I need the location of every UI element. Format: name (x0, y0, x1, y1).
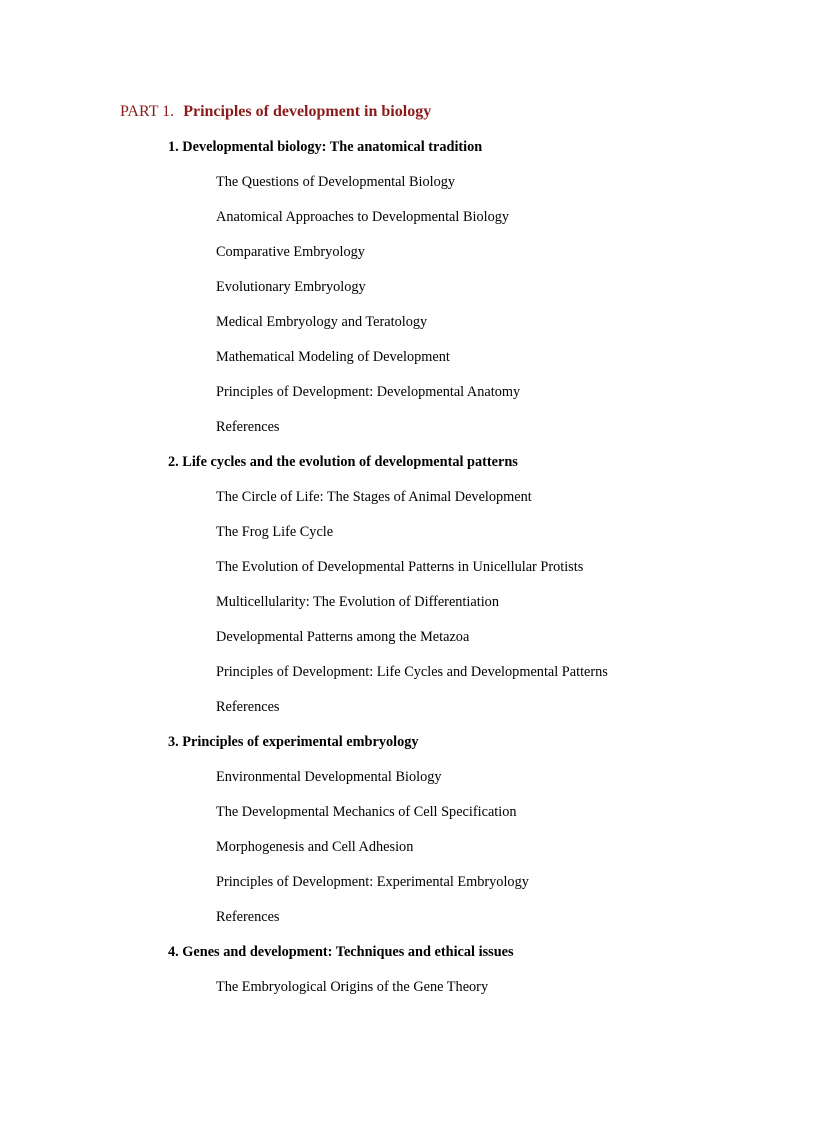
section-item: The Embryological Origins of the Gene Theory (216, 979, 489, 995)
section-item: References (216, 909, 280, 925)
section-item: Evolutionary Embryology (216, 279, 366, 295)
chapter-title: 2. Life cycles and the evolution of developmental patterns (168, 454, 518, 470)
chapter-2 (0, 445, 816, 725)
section-item: Comparative Embryology (216, 244, 365, 260)
section-item: References (216, 419, 280, 435)
section-item: Morphogenesis and Cell Adhesion (216, 839, 414, 855)
section-item: References (216, 699, 280, 715)
table-of-contents (0, 130, 816, 1005)
section-item: Mathematical Modeling of Development (216, 349, 450, 365)
section-item: The Circle of Life: The Stages of Animal Development (216, 489, 532, 505)
chapter-4 (0, 935, 816, 1005)
section-item: The Frog Life Cycle (216, 524, 334, 540)
part-heading (120, 101, 431, 123)
section-item: Environmental Developmental Biology (216, 769, 442, 785)
section-item: Principles of Development: Life Cycles and Developmental Patterns (216, 664, 608, 680)
chapter-1 (0, 130, 816, 445)
section-item: Principles of Development: Experimental Embryology (216, 874, 529, 890)
section-item: Multicellularity: The Evolution of Differentiation (216, 594, 499, 610)
part-label: PART 1. (120, 103, 175, 120)
section-item: Developmental Patterns among the Metazoa (216, 629, 470, 645)
section-item: Anatomical Approaches to Developmental Biology (216, 209, 510, 225)
part-title: Principles of development in biology (183, 103, 432, 120)
section-item: The Questions of Developmental Biology (216, 174, 456, 190)
section-item: Principles of Development: Developmental Anatomy (216, 384, 521, 400)
chapter-title: 4. Genes and development: Techniques and ethical issues (168, 944, 514, 960)
section-item: Medical Embryology and Teratology (216, 314, 428, 330)
chapter-3 (0, 725, 816, 935)
chapter-title: 3. Principles of experimental embryology (168, 734, 419, 750)
section-item: The Evolution of Developmental Patterns in Unicellular Protists (216, 559, 584, 575)
section-item: The Developmental Mechanics of Cell Specification (216, 804, 517, 820)
chapter-title: 1. Developmental biology: The anatomical tradition (168, 139, 483, 155)
